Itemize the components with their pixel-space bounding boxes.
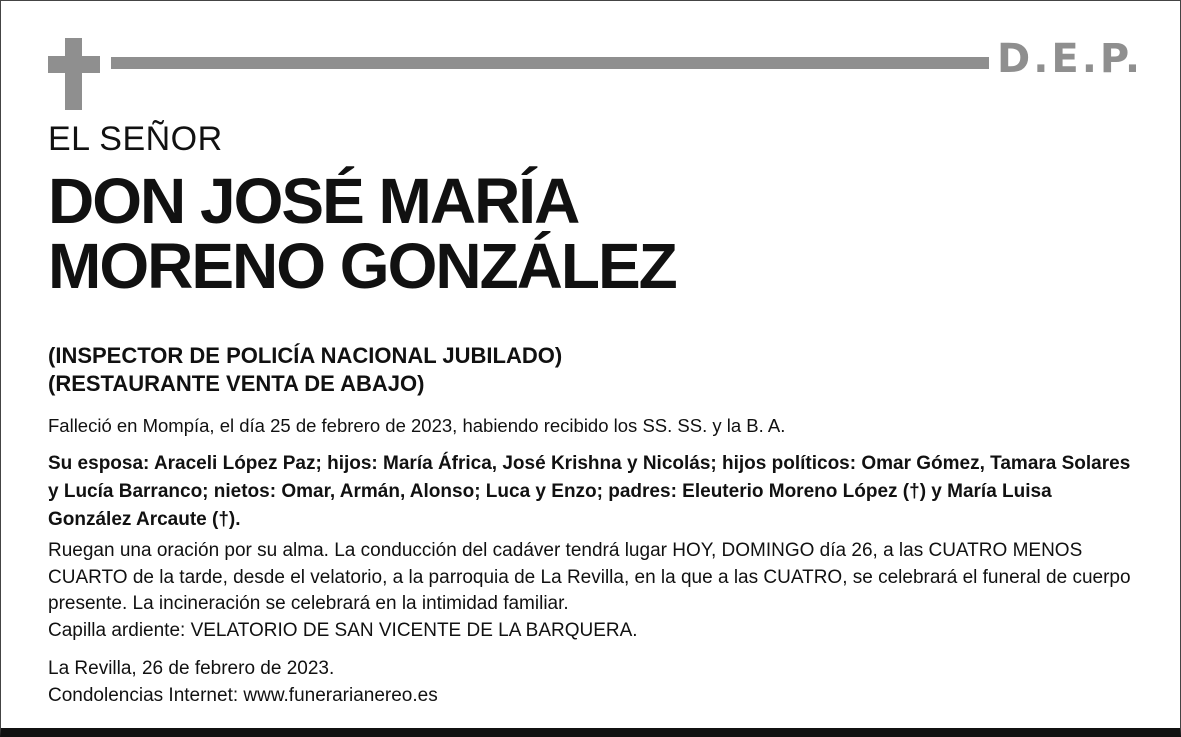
dep-label: D.E.P.: [997, 36, 1144, 82]
condolences-link: Condolencias Internet: www.funerarianereo.es: [48, 685, 438, 706]
closing-block: [48, 655, 1140, 709]
deceased-roles: [48, 342, 562, 398]
death-statement: Falleció en Mompía, el día 25 de febrero de 2023, habiendo recibido los SS. SS. y la B. A.: [48, 415, 786, 436]
role-line1: (INSPECTOR DE POLICÍA NACIONAL JUBILADO): [48, 343, 563, 368]
header-rule: [111, 57, 989, 69]
honorific-title: EL SEÑOR: [48, 120, 223, 158]
family-list: Su esposa: Araceli López Paz; hijos: María África, José Krishna y Nicolás; hijos políticos: Omar Gómez, Tamara Solares y Lucía Barranco; nietos: Omar, Armán, Alonso; Luca y Enzo; padres: Eleuterio Moreno López (†) y María Luisa González Arcaute (†).: [48, 453, 1131, 530]
deceased-name-line1: DON JOSÉ MARÍA: [48, 165, 579, 237]
place-date: La Revilla, 26 de febrero de 2023.: [48, 658, 335, 679]
deceased-name-line2: MORENO GONZÁLEZ: [48, 230, 676, 302]
chapel-location: Capilla ardiente: VELATORIO DE SAN VICENTE DE LA BARQUERA.: [48, 620, 638, 641]
role-line2: (RESTAURANTE VENTA DE ABAJO): [48, 371, 425, 396]
ceremony-details: Ruegan una oración por su alma. La conducción del cadáver tendrá lugar HOY, DOMINGO día 26, a las CUATRO MENOS CUARTO de la tarde, desde el velatorio, a la parroquia de La Revilla, en la que a las CUATRO, se celebrará el funeral de cuerpo presente. La incineración se celebrará en la intimidad familiar.: [48, 540, 1131, 614]
deceased-name: [48, 165, 676, 302]
cross-icon: [48, 38, 100, 110]
